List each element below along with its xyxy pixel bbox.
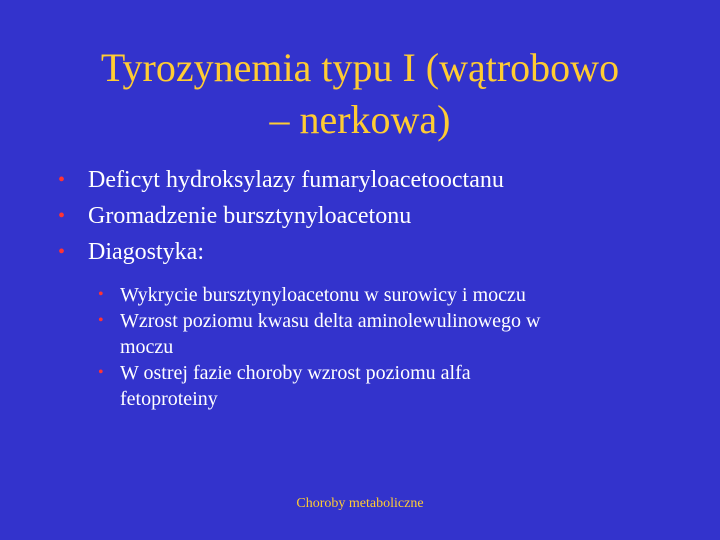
sub-bullet-text: Wykrycie bursztynyloacetonu w surowicy i moczu: [120, 284, 526, 306]
bullet-item: [58, 162, 698, 198]
bullet-item: [58, 198, 698, 234]
sub-bullet-item: [98, 282, 658, 308]
bullet-dot-icon: •: [58, 169, 66, 191]
slide-title: [40, 42, 680, 146]
sub-bullet-list: [98, 282, 658, 412]
bullet-dot-icon: •: [58, 241, 66, 263]
sub-bullet-text-cont: fetoproteiny: [120, 388, 218, 410]
title-line-1: Tyrozynemia typu I (wątrobowo: [100, 45, 620, 90]
sub-bullet-text-cont: moczu: [120, 336, 174, 358]
bullet-text: Diagostyka:: [88, 239, 204, 265]
bullet-dot-icon: •: [98, 286, 104, 303]
bullet-text: Gromadzenie bursztynyloacetonu: [88, 203, 412, 229]
sub-bullet-text: W ostrej fazie choroby wzrost poziomu alfa: [120, 362, 471, 384]
sub-bullet-item: [98, 308, 658, 360]
bullet-list: [58, 162, 698, 270]
bullet-text: Deficyt hydroksylazy fumaryloacetooctanu: [88, 167, 504, 193]
bullet-dot-icon: •: [98, 364, 104, 381]
sub-bullet-item: [98, 360, 658, 412]
bullet-dot-icon: •: [98, 312, 104, 329]
slide-footer: Choroby metaboliczne: [296, 496, 424, 511]
title-line-2: – nerkowa): [269, 97, 451, 142]
bullet-item: [58, 234, 698, 270]
bullet-dot-icon: •: [58, 205, 66, 227]
sub-bullet-text: Wzrost poziomu kwasu delta aminolewulinowego w: [120, 310, 541, 332]
